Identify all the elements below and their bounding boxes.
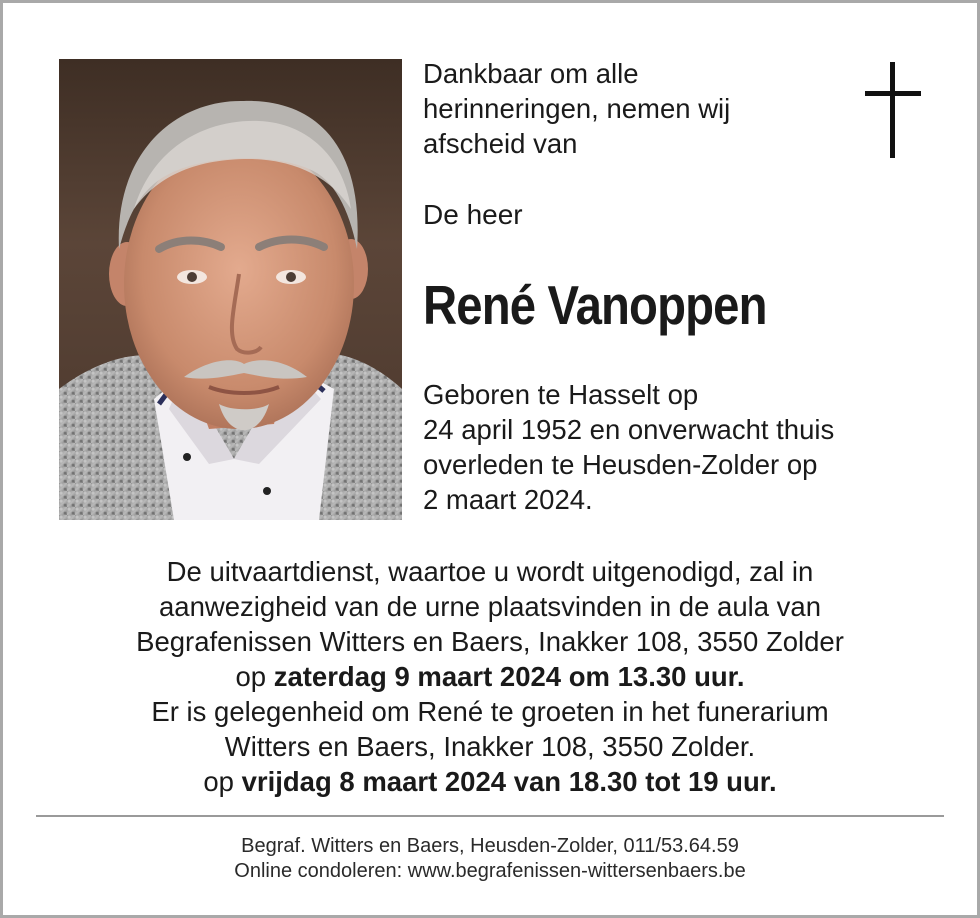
birth-death-text <box>423 377 923 517</box>
service-line: De uitvaartdienst, waartoe u wordt uitgenodigd, zal in <box>166 556 814 587</box>
title-prefix: De heer <box>423 199 523 230</box>
latin-cross-icon <box>862 62 924 165</box>
divider <box>36 815 944 817</box>
intro-text <box>423 56 823 161</box>
intro-line: afscheid van <box>423 128 578 159</box>
service-line: Er is gelegenheid om René te groeten in het funerarium <box>151 696 829 727</box>
service-date-line <box>0 659 980 694</box>
service-line: Begrafenissen Witters en Baers, Inakker 108, 3550 Zolder <box>136 626 844 657</box>
funeral-home-contact: Begraf. Witters en Baers, Heusden-Zolder, 011/53.64.59 <box>241 835 739 857</box>
born-line: 24 april 1952 en onverwacht thuis <box>423 414 835 445</box>
born-line: 2 maart 2024. <box>423 484 593 515</box>
footer <box>0 834 980 884</box>
deceased-name: René Vanoppen <box>423 274 767 336</box>
intro-line: herinneringen, nemen wij <box>423 93 731 124</box>
service-line: Witters en Baers, Inakker 108, 3550 Zolder. <box>224 731 756 762</box>
service-announcement <box>0 554 980 799</box>
service-date: zaterdag 9 maart 2024 om 13.30 uur. <box>273 661 745 692</box>
intro-line: Dankbaar om alle <box>423 58 639 89</box>
service-line: aanwezigheid van de urne plaatsvinden in de aula van <box>158 591 821 622</box>
portrait-illustration <box>59 59 402 520</box>
visitation-date-line <box>0 764 980 799</box>
born-line: overleden te Heusden-Zolder op <box>423 449 818 480</box>
visitation-date: vrijdag 8 maart 2024 van 18.30 tot 19 uur. <box>241 766 777 797</box>
service-date-prefix: op <box>235 661 274 692</box>
online-condolences: Online condoleren: www.begrafenissen-wittersenbaers.be <box>234 860 746 882</box>
visitation-date-prefix: op <box>203 766 242 797</box>
portrait-photo <box>59 59 402 520</box>
born-line: Geboren te Hasselt op <box>423 379 699 410</box>
